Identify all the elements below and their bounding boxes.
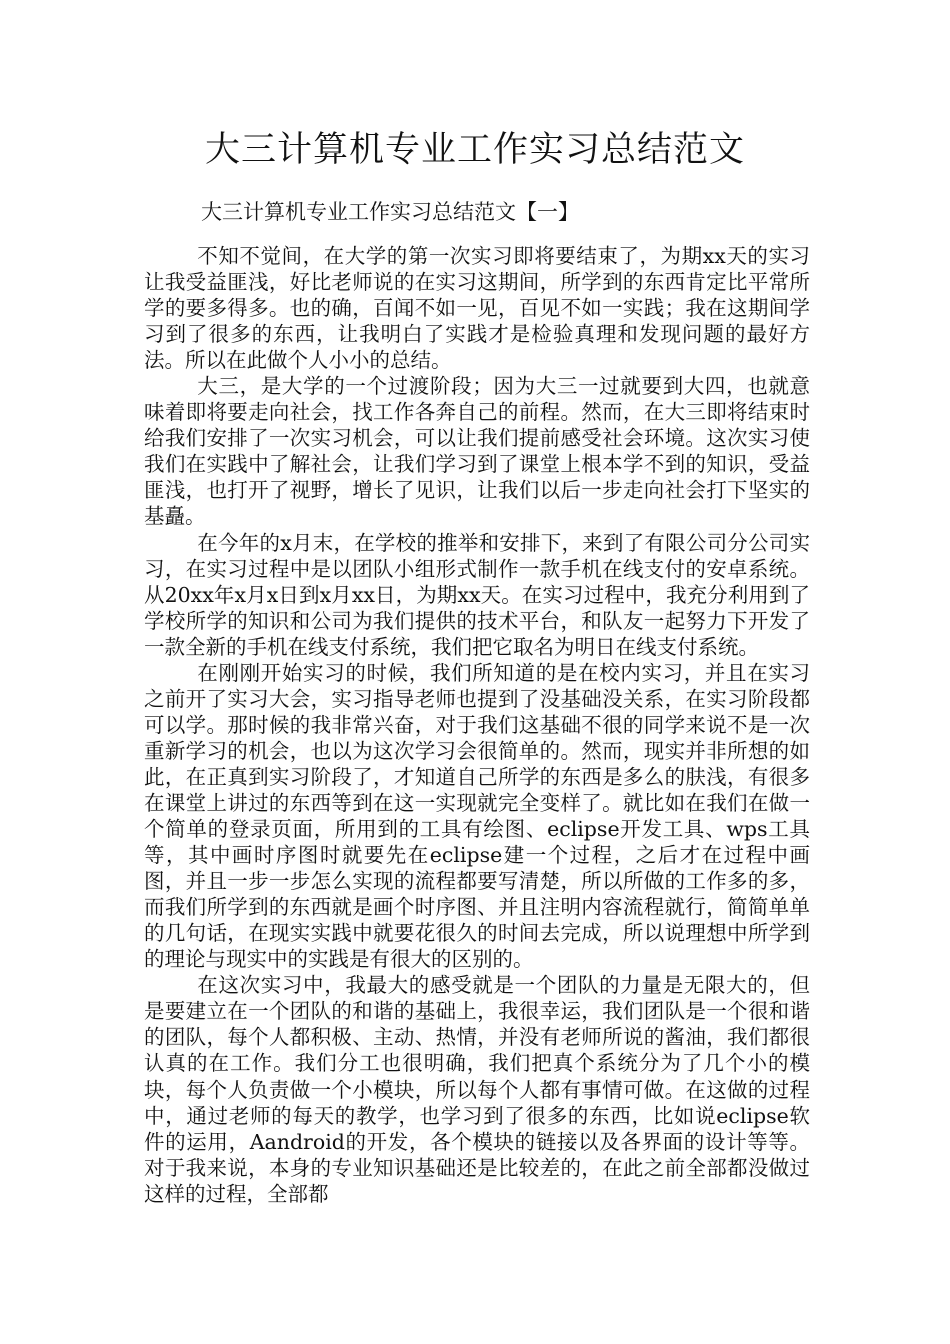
- paragraph: 大三，是大学的一个过渡阶段；因为大三一过就要到大四，也就意味着即将要走向社会，找工作各奔自己的前程。然而，在大三即将结束时给我们安排了一次实习机会，可以让我们提前感受社会环境。这次实习使我们在实践中了解社会，让我们学习到了课堂上根本学不到的知识，受益匪浅，也打开了视野，增长了见识，让我们以后一步走向社会打下坚实的基矗。: [144, 374, 810, 529]
- paragraph: 在这次实习中，我最大的感受就是一个团队的力量是无限大的，但是要建立在一个团队的和谐的基础上，我很幸运，我们团队是一个很和谐的团队，每个人都积极、主动、热情，并没有老师所说的酱油，我们都很认真的在工作。我们分工也很明确，我们把真个系统分为了几个小的模块，每个人负责做一个小模块，所以每个人都有事情可做。在这做的过程中，通过老师的每天的教学，也学习到了很多的东西，比如说eclipse软件的运用，Aandroid的开发，各个模块的链接以及各界面的设计等等。对于我来说，本身的专业知识基础还是比较差的，在此之前全部都没做过这样的过程，全部都: [144, 973, 810, 1206]
- document-subtitle: 大三计算机专业工作实习总结范文【一】: [201, 200, 579, 224]
- document-body: [144, 243, 810, 1207]
- paragraph: 在刚刚开始实习的时候，我们所知道的是在校内实习，并且在实习之前开了实习大会，实习指导老师也提到了没基础没关系，在实习阶段都可以学。那时候的我非常兴奋，对于我们这基础不很的同学来说不是一次重新学习的机会，也以为这次学习会很简单的。然而，现实并非所想的如此，在正真到实习阶段了，才知道自己所学的东西是多么的肤浅，有很多在课堂上讲过的东西等到在这一实现就完全变样了。就比如在我们在做一个简单的登录页面，所用到的工具有绘图、eclipse开发工具、wps工具等，其中画时序图时就要先在eclipse建一个过程，之后才在过程中画图，并且一步一步怎么实现的流程都要写清楚，所以所做的工作多的多，而我们所学到的东西就是画个时序图、并且注明内容流程就行，简简单单的几句话，在现实实践中就要花很久的时间去完成，所以说理想中所学到的理论与现实中的实践是有很大的区别的。: [144, 660, 810, 972]
- paragraph: 在今年的x月末，在学校的推举和安排下，来到了有限公司分公司实习，在实习过程中是以团队小组形式制作一款手机在线支付的安卓系统。从20xx年x月x日到x月xx日，为期xx天。在实习过程中，我充分利用到了学校所学的知识和公司为我们提供的技术平台，和队友一起努力下开发了一款全新的手机在线支付系统，我们把它取名为明日在线支付系统。: [144, 530, 810, 659]
- paragraph: 不知不觉间，在大学的第一次实习即将要结束了，为期xx天的实习让我受益匪浅，好比老师说的在实习这期间，所学到的东西肯定比平常所学的要多得多。也的确，百闻不如一见，百见不如一实践；我在这期间学习到了很多的东西，让我明白了实践才是检验真理和发现问题的最好方法。所以在此做个人小小的总结。: [144, 244, 810, 373]
- document-title: 大三计算机专业工作实习总结范文: [204, 130, 745, 170]
